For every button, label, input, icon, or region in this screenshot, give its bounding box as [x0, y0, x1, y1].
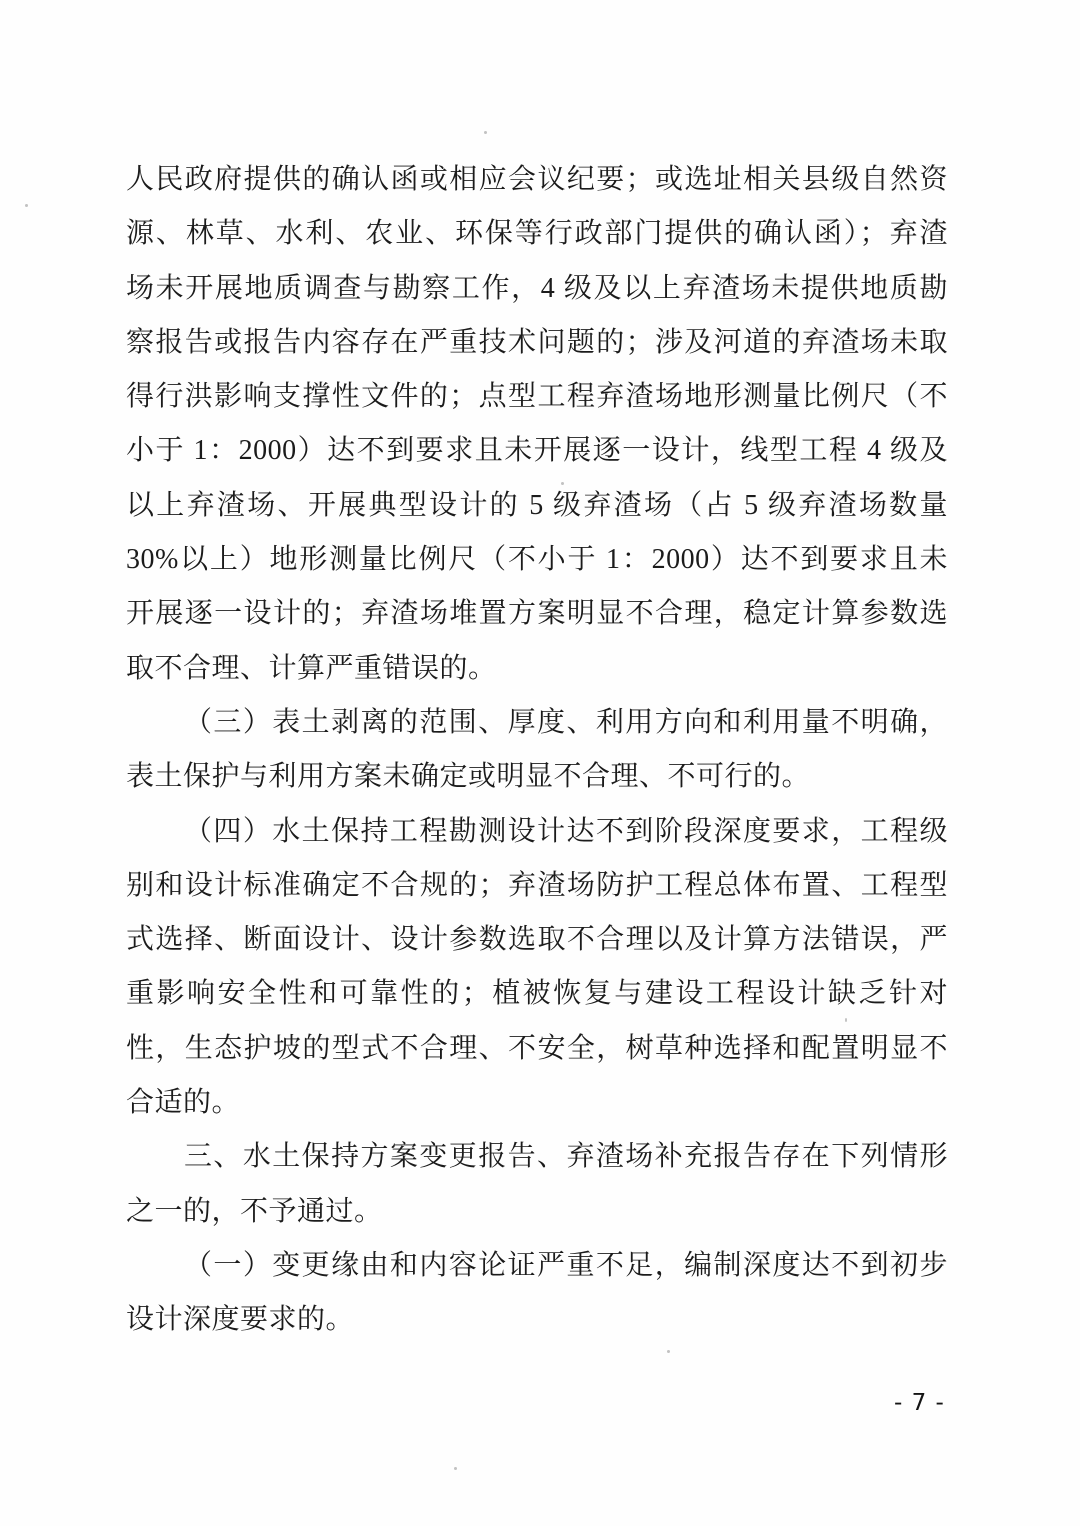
- text-line: 以上弃渣场、开展典型设计的 5 级弃渣场（占 5 级弃渣场数量: [126, 489, 948, 521]
- text-line: 合适的。: [126, 1087, 241, 1119]
- text-line: 30%以上）地形测量比例尺（不小于 1：2000）达不到要求且未: [126, 544, 948, 576]
- page-number: - 7 -: [894, 1390, 945, 1416]
- text-line: （一）变更缘由和内容论证严重不足，编制深度达不到初步: [184, 1249, 948, 1281]
- scan-speck: [561, 482, 564, 485]
- text-line: 别和设计标准确定不合规的；弃渣场防护工程总体布置、工程型: [126, 869, 948, 901]
- scan-speck: [484, 131, 487, 134]
- text-line: （四）水土保持工程勘测设计达不到阶段深度要求，工程级: [184, 815, 948, 847]
- text-line: 得行洪影响支撑性文件的；点型工程弃渣场地形测量比例尺（不: [126, 381, 948, 413]
- scan-speck: [845, 1018, 847, 1022]
- text-line: 察报告或报告内容存在严重技术问题的；涉及河道的弃渣场未取: [126, 326, 948, 358]
- text-line: 表土保护与利用方案未确定或明显不合理、不可行的。: [126, 761, 811, 793]
- text-line: 场未开展地质调查与勘察工作，4 级及以上弃渣场未提供地质勘: [126, 272, 948, 304]
- text-line: 源、林草、水利、农业、环保等行政部门提供的确认函）；弃渣: [126, 218, 948, 250]
- scan-speck: [667, 1350, 670, 1353]
- text-line: 开展逐一设计的；弃渣场堆置方案明显不合理，稳定计算参数选: [126, 598, 948, 630]
- text-line: 式选择、断面设计、设计参数选取不合理以及计算方法错误，严: [126, 924, 948, 956]
- text-line: 性，生态护坡的型式不合理、不安全，树草种选择和配置明显不: [126, 1032, 948, 1064]
- text-line: （三）表土剥离的范围、厚度、利用方向和利用量不明确，: [184, 706, 948, 738]
- text-line: 三、水土保持方案变更报告、弃渣场补充报告存在下列情形: [184, 1141, 948, 1173]
- text-line: 重影响安全性和可靠性的；植被恢复与建设工程设计缺乏针对: [126, 978, 948, 1010]
- text-line: 之一的，不予通过。: [126, 1195, 383, 1227]
- text-line: 设计深度要求的。: [126, 1304, 355, 1336]
- text-line: 小于 1：2000）达不到要求且未开展逐一设计，线型工程 4 级及: [126, 435, 948, 467]
- scan-speck: [25, 204, 28, 207]
- document-body: [126, 153, 948, 1348]
- scan-speck: [454, 1467, 457, 1470]
- text-line: 取不合理、计算严重错误的。: [126, 652, 497, 684]
- text-line: 人民政府提供的确认函或相应会议纪要；或选址相关县级自然资: [126, 164, 948, 195]
